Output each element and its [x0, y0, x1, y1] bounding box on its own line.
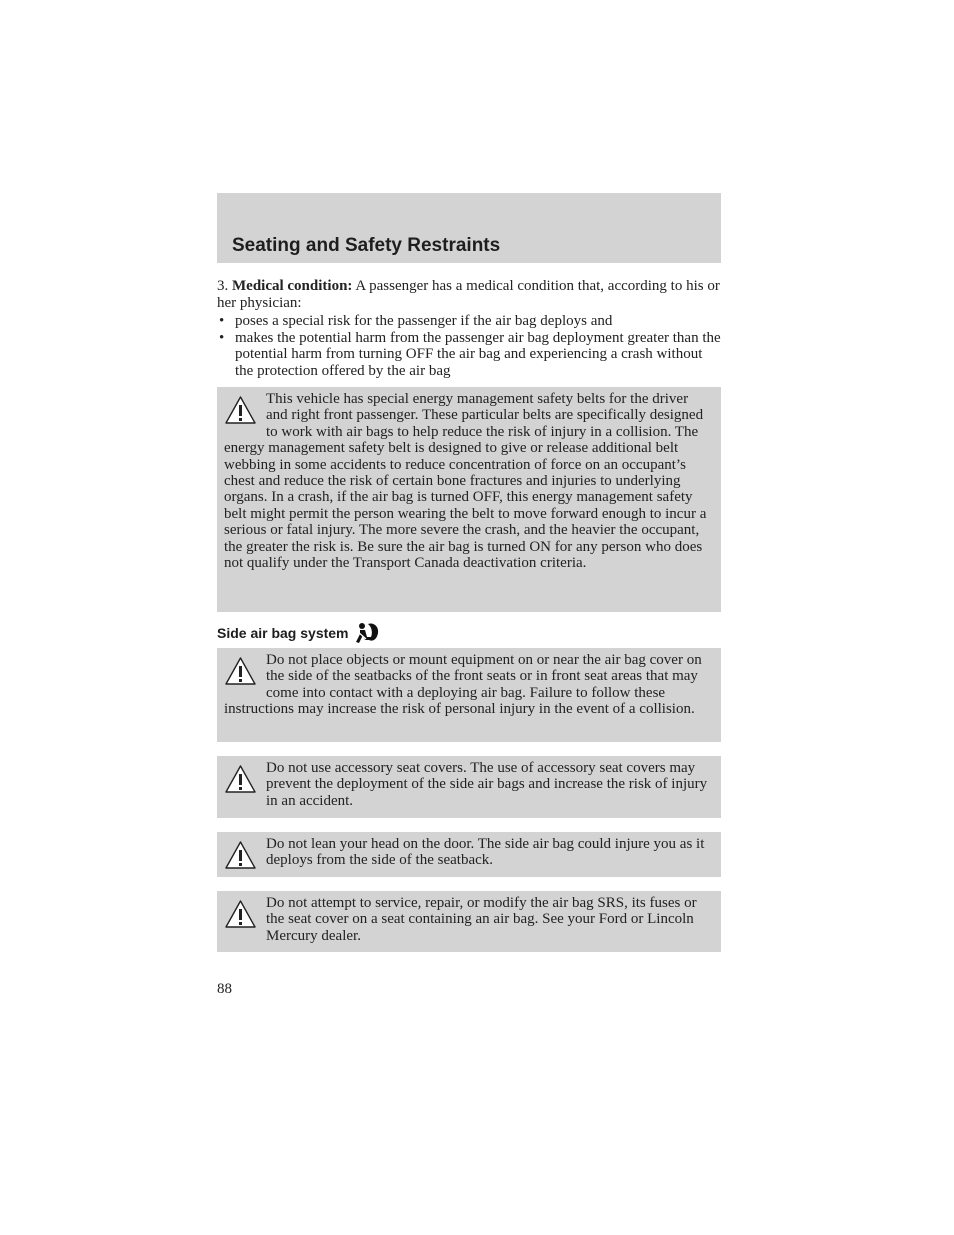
warning-triangle-icon	[224, 395, 257, 425]
warning-box-service	[217, 891, 721, 952]
warning-text: This vehicle has special energy management safety belts for the driver and right front passenger. These particular belts are specifically designed to work with air bags to help reduce the risk of injury in a collision. The energy management safety belt is designed to give or release additional belt webbing in some accidents to reduce concentration of force on an occupant’s chest and reduce the risk of certain bone fractures and injuries to underlying organs. In a crash, if the air bag is turned OFF, this energy management safety belt might permit the person wearing the belt to move forward enough to incur a serious or fatal injury. The more severe the crash, and the heavier the occupant, the greater the risk is. Be sure the air bag is turned ON for any person who does not qualify under the Transport Canada deactivation criteria.	[224, 391, 707, 572]
section-title-text: Side air bag system	[217, 625, 349, 641]
warning-box-head-door	[217, 832, 721, 877]
warning-text: Do not use accessory seat covers. The use of accessory seat covers may prevent the deployment of the side air bags and increase the risk of injury in an accident.	[266, 760, 708, 809]
warning-triangle-icon	[224, 840, 257, 870]
warning-triangle-icon	[224, 656, 257, 686]
warning-triangle-icon	[224, 764, 257, 794]
warning-box-safety-belts	[217, 387, 721, 612]
list-item: • poses a special risk for the passenger if the air bag deploys and	[217, 313, 721, 330]
list-item: • makes the potential harm from the passenger air bag deployment greater than the potential harm from turning OFF the air bag and experiencing a crash without the protection offered by the air bag	[217, 330, 721, 380]
intro-term: Medical condition:	[232, 278, 353, 294]
section-header	[217, 193, 721, 263]
warning-box-seat-covers	[217, 756, 721, 818]
intro-text	[217, 278, 721, 311]
warning-box-objects	[217, 648, 721, 742]
warning-text: Do not place objects or mount equipment on or near the air bag cover on the side of the seatbacks of the front seats or in front seat areas that may come into contact with a deploying air bag. Failure to follow these instructions may increase the risk of personal injury in the event of a collision.	[224, 652, 702, 718]
condition-list	[217, 313, 721, 379]
page-number: 88	[217, 981, 232, 997]
side-airbag-icon	[354, 621, 380, 645]
page-title: Seating and Safety Restraints	[232, 235, 501, 256]
warning-text: Do not lean your head on the door. The side air bag could injure you as it deploys from the side of the seatback.	[266, 836, 705, 869]
warning-text: Do not attempt to service, repair, or modify the air bag SRS, its fuses or the seat cover on a seat containing an air bag. See your Ford or Lincoln Mercury dealer.	[266, 895, 697, 944]
warning-triangle-icon	[224, 899, 257, 929]
medical-condition-paragraph	[217, 278, 721, 380]
section-heading-side-airbag	[217, 620, 380, 646]
intro-description: A passenger has a medical condition that, according to his or her physician:	[217, 278, 720, 311]
intro-number: 3.	[217, 278, 229, 294]
